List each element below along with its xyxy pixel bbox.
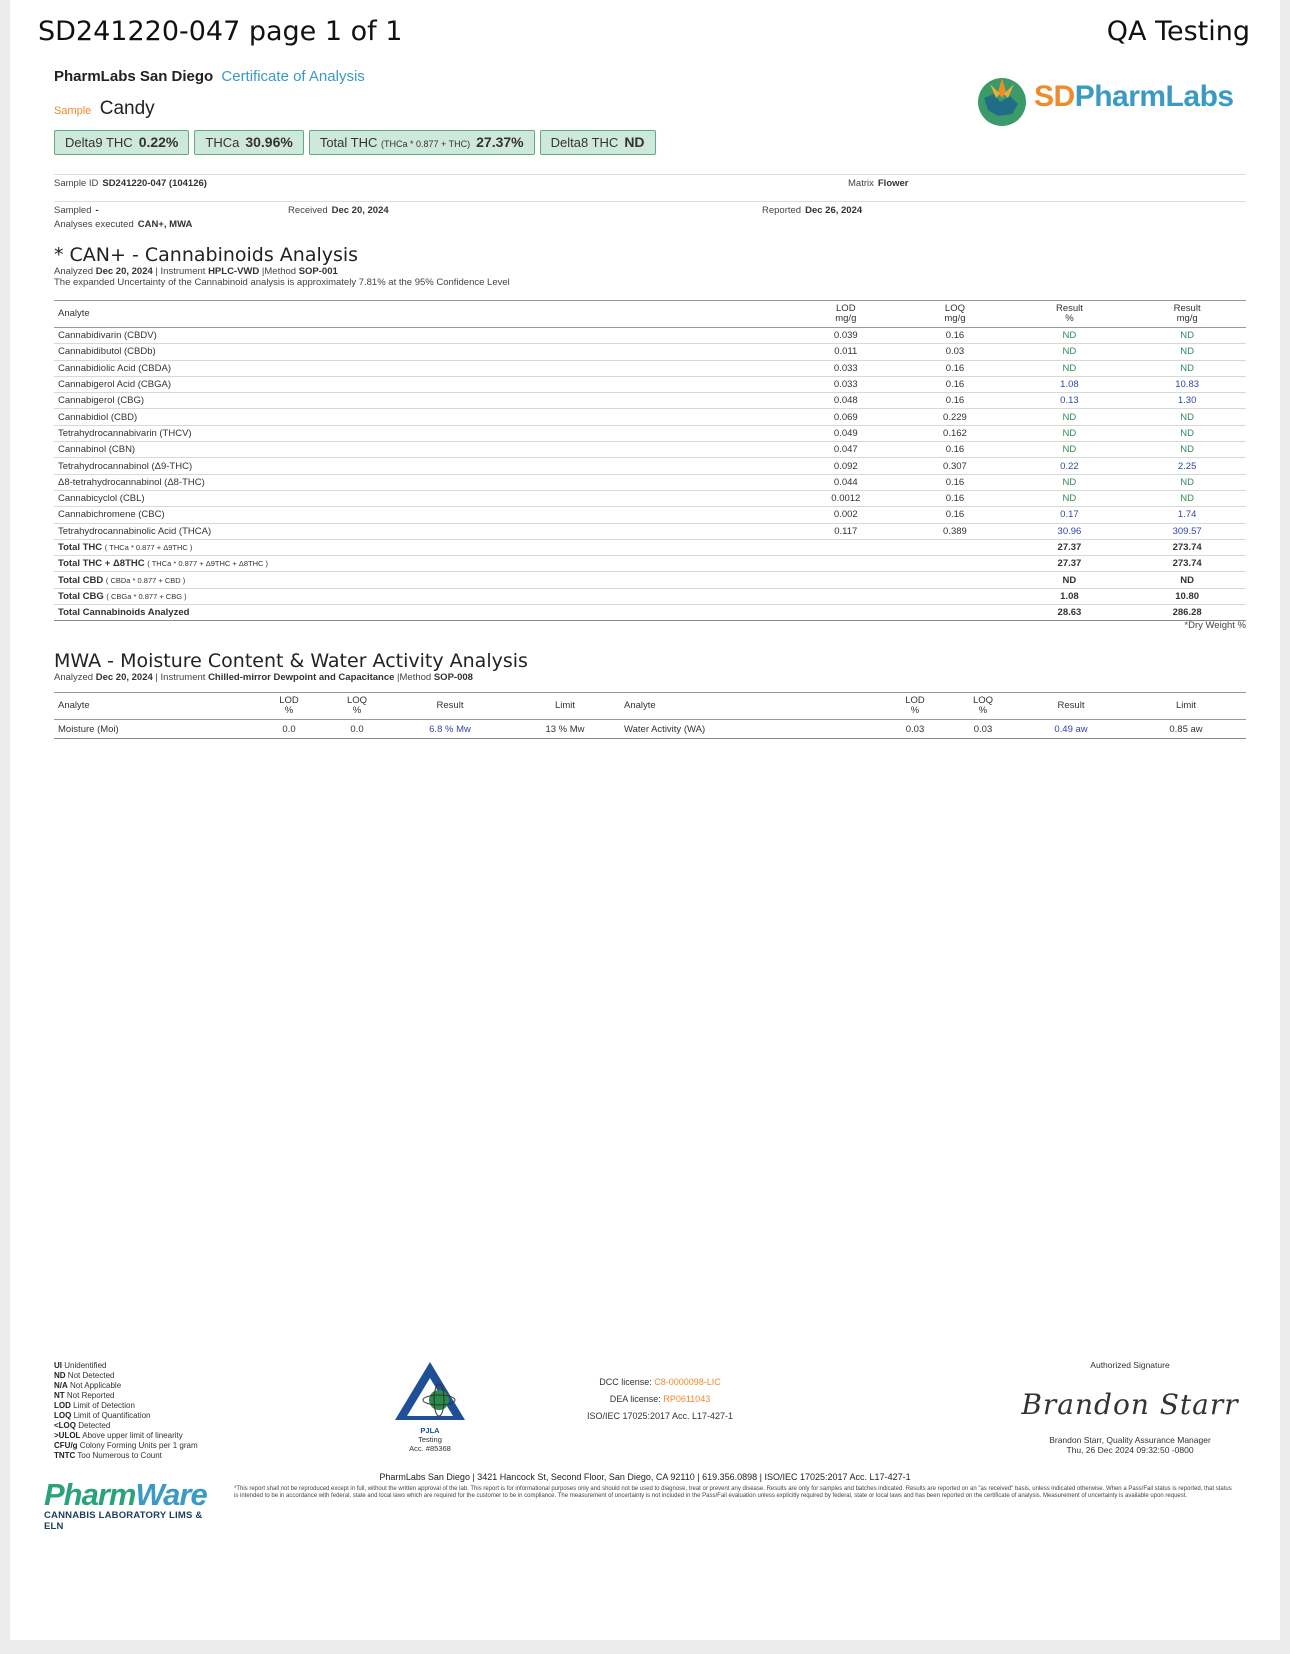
badge-thca: THCa 30.96% <box>194 130 303 155</box>
uncertainty-note: The expanded Uncertainty of the Cannabinoid analysis is approximately 7.81% at the 95% Confidence Level <box>54 277 510 288</box>
legend-item: <LOQ Detected <box>54 1421 111 1430</box>
total-row: Total CBD ( CBDa * 0.877 + CBD ) ND ND <box>54 572 1246 588</box>
table-row: Cannabicyclol (CBL) 0.0012 0.16 ND ND <box>54 490 1246 506</box>
legend-item: CFU/g Colony Forming Units per 1 gram <box>54 1441 198 1450</box>
table-row: Tetrahydrocannabinol (Δ9-THC) 0.092 0.307 0.22 2.25 <box>54 458 1246 474</box>
legend-item: N/A Not Applicable <box>54 1381 122 1390</box>
cannabinoid-table <box>54 300 1246 621</box>
sdpharmlabs-logo <box>970 68 1240 130</box>
total-row: Total THC ( THCa * 0.877 + Δ9THC ) 27.37 273.74 <box>54 539 1246 555</box>
lab-name: PharmLabs San Diego <box>54 68 214 85</box>
sample-info <box>54 174 1246 232</box>
total-row: Total CBG ( CBGa * 0.877 + CBG ) 1.08 10.80 <box>54 588 1246 604</box>
table-row: Cannabidiolic Acid (CBDA) 0.033 0.16 ND ND <box>54 360 1246 376</box>
document-title: SD241220-047 page 1 of 1 <box>38 16 403 47</box>
table-row: Cannabigerol Acid (CBGA) 0.033 0.16 1.08 10.83 <box>54 376 1246 392</box>
table-row: Cannabidibutol (CBDb) 0.011 0.03 ND ND <box>54 344 1246 360</box>
table-row: Tetrahydrocannabinolic Acid (THCA) 0.117 0.389 30.96 309.57 <box>54 523 1246 539</box>
mwa-section-header <box>54 650 528 683</box>
badge-total-thc: Total THC (THCa * 0.877 + THC) 27.37% <box>309 130 535 155</box>
total-row: Total THC + Δ8THC ( THCa * 0.877 + Δ9THC + Δ8THC ) 27.37 273.74 <box>54 556 1246 572</box>
authorized-signature: Authorized Signature Brandon Starr Brandon Starr, Quality Assurance Manager Thu, 26 Dec 2024 09:32:50 -0800 <box>1021 1360 1239 1455</box>
badge-delta8: Delta8 THC ND <box>540 130 656 155</box>
abbreviation-legend <box>54 1361 198 1461</box>
legend-item: >ULOL Above upper limit of linearity <box>54 1431 183 1440</box>
mwa-header: Analyte LOD % LOQ % Result Limit Analyte LOD % LOQ % Result Limit <box>54 693 1246 720</box>
sample-name: Candy <box>99 98 155 119</box>
sample-label: Sample <box>54 105 92 117</box>
legend-item: LOD Limit of Detection <box>54 1401 135 1410</box>
dry-weight-note: *Dry Weight % <box>1184 620 1246 631</box>
table-row: Cannabidivarin (CBDV) 0.039 0.16 ND ND <box>54 328 1246 344</box>
can-section-header <box>54 244 510 288</box>
legend-item: NT Not Reported <box>54 1391 115 1400</box>
legend-item: LOQ Limit of Quantification <box>54 1411 151 1420</box>
logo-wordmark: SDPharmLabs <box>1034 80 1234 113</box>
can-title: * CAN+ - Cannabinoids Analysis <box>54 244 359 266</box>
table-row: Δ8-tetrahydrocannabinol (Δ8-THC) 0.044 0.16 ND ND <box>54 474 1246 490</box>
potency-badges <box>54 130 656 155</box>
legend-item: ND Not Detected <box>54 1371 115 1380</box>
table-row: Tetrahydrocannabivarin (THCV) 0.049 0.162 ND ND <box>54 425 1246 441</box>
legend-item: TNTC Too Numerous to Count <box>54 1451 162 1460</box>
licenses: DCC license: C8-0000098-LIC DEA license: RP0611043 ISO/IEC 17025:2017 Acc. L17-427-1 <box>586 1377 734 1421</box>
legend-item: UI Unidentified <box>54 1361 107 1370</box>
disclaimer: *This report shall not be reproduced except in full, without the written approval of the lab. This report is for informational purposes only and should not be used to diagnose, treat or prevent any disease. Results are only for samples and batches indicated. Results are reported on an "as received" basis, unless indicated otherwise. When a Pass/Fail status is reported, that status is intended to be in accordance with federal, state and local laws which are required for the customer to be in compliance. The measurement of uncertainty is not included in the Pass/Fail evaluation unless explicitly required by federal, state or local laws and has been reported on the certificate of analysis. Measurement of uncertainty is available upon request. <box>234 1486 1232 1499</box>
info-line-1: Sample ID SD241220-047 (104126) Matrix Flower <box>54 174 1246 201</box>
coa-page <box>10 0 1280 1640</box>
total-row: Total Cannabinoids Analyzed 28.63 286.28 <box>54 605 1246 621</box>
cannabinoid-rows <box>54 328 1246 621</box>
can-meta: Analyzed Dec 20, 2024 | Instrument HPLC-VWD |Method SOP-001 <box>54 266 338 277</box>
qa-testing-label: QA Testing <box>1106 16 1250 47</box>
pharmware-logo: PharmWare CANNABIS LABORATORY LIMS & ELN <box>44 1477 207 1532</box>
table-row: Cannabigerol (CBG) 0.048 0.16 0.13 1.30 <box>54 393 1246 409</box>
table-row: Cannabichromene (CBC) 0.002 0.16 0.17 1.74 <box>54 507 1246 523</box>
table-header: Analyte LOD mg/g LOQ mg/g Result % Result mg/g <box>54 301 1246 328</box>
sample-row <box>54 98 155 120</box>
badge-delta9: Delta9 THC 0.22% <box>54 130 189 155</box>
pjla-logo-icon <box>393 1360 467 1424</box>
lab-address: PharmLabs San Diego | 3421 Hancock St, Second Floor, San Diego, CA 92110 | 619.356.0898 | ISO/IEC 17025:2017 Acc. L17-427-1 <box>379 1472 911 1482</box>
leaf-globe-icon <box>970 68 1034 130</box>
moisture-table <box>54 692 1246 739</box>
mwa-title: MWA - Moisture Content & Water Activity Analysis <box>54 650 528 672</box>
table-row: Cannabidiol (CBD) 0.069 0.229 ND ND <box>54 409 1246 425</box>
mwa-meta: Analyzed Dec 20, 2024 | Instrument Chilled-mirror Dewpoint and Capacitance |Method SOP-008 <box>54 672 473 683</box>
info-line-2: Sampled - Received Dec 20, 2024 Reported Dec 26, 2024 Analyses executed CAN+, MWA <box>54 201 1246 232</box>
signature: Brandon Starr <box>1021 1388 1239 1421</box>
pjla-accreditation: PJLA Testing Acc. #85368 <box>380 1360 480 1453</box>
table-row: Cannabinol (CBN) 0.047 0.16 ND ND <box>54 442 1246 458</box>
table-row: Moisture (Moi) 0.0 0.0 6.8 % Mw 13 % Mw Water Activity (WA) 0.03 0.03 0.49 aw 0.85 aw <box>54 720 1246 739</box>
lab-header <box>54 68 365 85</box>
coa-label: Certificate of Analysis <box>221 68 365 85</box>
